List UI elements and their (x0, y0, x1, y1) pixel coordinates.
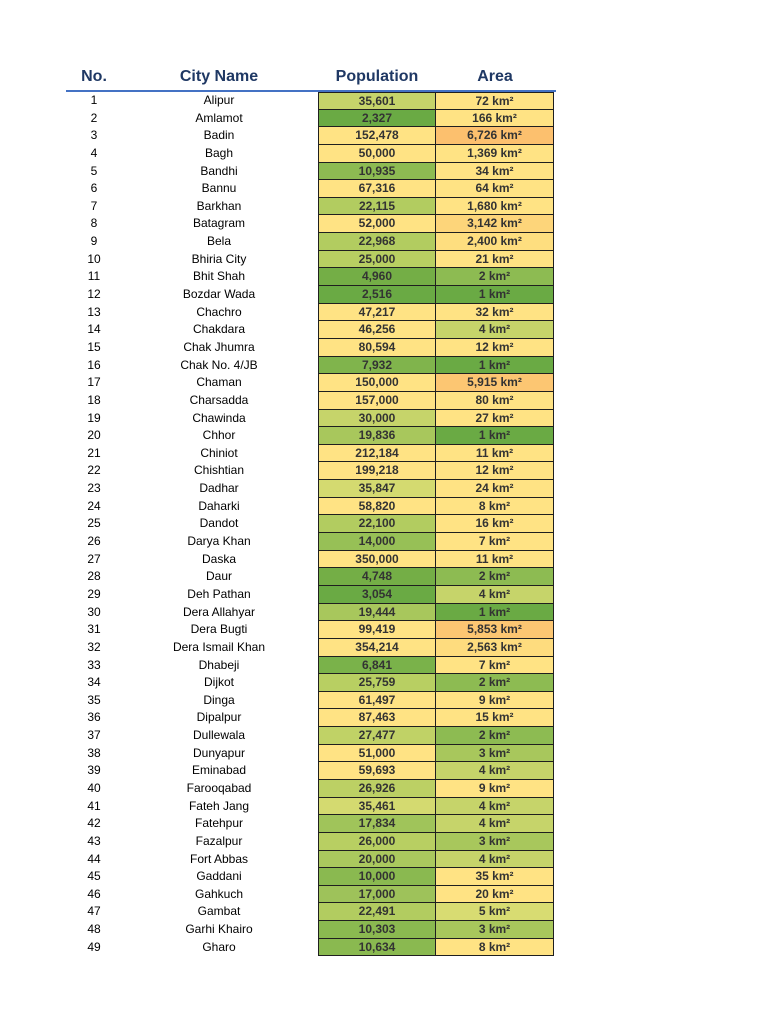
population-cell: 22,100 (318, 515, 436, 533)
city-name-cell: Fatehpur (194, 816, 244, 831)
area-cell: 34 km² (436, 163, 554, 181)
area-cell: 27 km² (436, 410, 554, 428)
city-name-cell: Gahkuch (194, 886, 244, 901)
city-name-cell: Bela (206, 234, 232, 249)
city-name-cell: Fazalpur (195, 833, 243, 848)
area-cell: 2 km² (436, 727, 554, 745)
area-cell: 2 km² (436, 268, 554, 286)
population-cell: 17,000 (318, 886, 436, 904)
population-cell: 26,000 (318, 833, 436, 851)
city-name-cell: Badin (203, 128, 235, 143)
table-row (66, 339, 556, 357)
area-cell: 9 km² (436, 780, 554, 798)
area-cell: 1 km² (436, 604, 554, 622)
table-row (66, 903, 556, 921)
area-cell: 7 km² (436, 657, 554, 675)
population-cell: 19,836 (318, 427, 436, 445)
table-row (66, 851, 556, 869)
population-cell: 354,214 (318, 639, 436, 657)
city-name-cell: Daharki (198, 498, 240, 513)
header-no: No. (81, 68, 107, 85)
table-row (66, 604, 556, 622)
area-cell: 5,853 km² (436, 621, 554, 639)
area-cell: 2 km² (436, 568, 554, 586)
population-cell: 14,000 (318, 533, 436, 551)
table-row (66, 533, 556, 551)
population-cell: 10,303 (318, 921, 436, 939)
row-number-cell: 43 (87, 833, 101, 848)
area-cell: 1,680 km² (436, 198, 554, 216)
row-number-cell: 11 (87, 269, 101, 284)
city-name-cell: Daska (201, 551, 236, 566)
table-row (66, 921, 556, 939)
row-number-cell: 9 (90, 234, 98, 249)
city-name-cell: Bannu (201, 181, 237, 196)
city-name-cell: Chhor (202, 428, 236, 443)
city-name-cell: Dhabeji (198, 657, 240, 672)
city-name-cell: Alipur (203, 93, 235, 107)
header-population: Population (335, 68, 419, 85)
city-name-cell: Dadhar (199, 481, 239, 496)
table-row (66, 163, 556, 181)
population-cell: 2,327 (318, 110, 436, 128)
city-name-cell: Barkhan (196, 198, 242, 213)
row-number-cell: 18 (87, 392, 101, 407)
population-cell: 50,000 (318, 145, 436, 163)
area-cell: 4 km² (436, 851, 554, 869)
row-number-cell: 10 (87, 251, 101, 266)
area-cell: 166 km² (436, 110, 554, 128)
population-cell: 22,115 (318, 198, 436, 216)
population-cell: 6,841 (318, 657, 436, 675)
table-row (66, 127, 556, 145)
row-number-cell: 30 (87, 604, 101, 619)
population-cell: 61,497 (318, 692, 436, 710)
row-number-cell: 26 (87, 534, 101, 549)
city-name-cell: Dinga (203, 692, 235, 707)
city-name-cell: Chak No. 4/JB (180, 357, 258, 372)
area-cell: 1,369 km² (436, 145, 554, 163)
row-number-cell: 48 (87, 922, 101, 937)
city-name-cell: Amlamot (195, 110, 243, 125)
city-name-cell: Chakdara (192, 322, 246, 337)
row-number-cell: 19 (87, 410, 101, 425)
population-cell: 35,461 (318, 798, 436, 816)
population-cell: 20,000 (318, 851, 436, 869)
city-name-cell: Dunyapur (192, 745, 246, 760)
city-table (66, 66, 556, 956)
population-cell: 22,491 (318, 903, 436, 921)
city-name-cell: Chiniot (200, 445, 238, 460)
row-number-cell: 20 (87, 428, 101, 443)
table-row (66, 833, 556, 851)
area-cell: 4 km² (436, 798, 554, 816)
table-row (66, 410, 556, 428)
table-row (66, 215, 556, 233)
area-cell: 8 km² (436, 939, 554, 957)
row-number-cell: 40 (87, 780, 101, 795)
city-name-cell: Chishtian (193, 463, 245, 478)
city-name-cell: Dullewala (192, 728, 246, 743)
area-cell: 7 km² (436, 533, 554, 551)
city-name-cell: Eminabad (191, 763, 247, 778)
population-cell: 10,935 (318, 163, 436, 181)
table-row (66, 110, 556, 128)
table-row (66, 727, 556, 745)
area-cell: 4 km² (436, 815, 554, 833)
row-number-cell: 33 (87, 657, 101, 672)
row-number-cell: 29 (87, 586, 101, 601)
table-row (66, 198, 556, 216)
area-cell: 20 km² (436, 886, 554, 904)
row-number-cell: 37 (87, 728, 101, 743)
table-row (66, 939, 556, 957)
city-name-cell: Daur (205, 569, 232, 584)
table-body (66, 92, 556, 956)
population-cell: 80,594 (318, 339, 436, 357)
table-row (66, 392, 556, 410)
row-number-cell: 21 (87, 445, 101, 460)
area-cell: 12 km² (436, 462, 554, 480)
table-row (66, 180, 556, 198)
population-cell: 22,968 (318, 233, 436, 251)
header-city-name: City Name (179, 68, 259, 85)
population-cell: 25,000 (318, 251, 436, 269)
city-name-cell: Dandot (199, 516, 239, 531)
city-name-cell: Bozdar Wada (182, 287, 256, 302)
row-number-cell: 1 (90, 93, 98, 107)
city-name-cell: Chaman (196, 375, 242, 390)
population-cell: 10,634 (318, 939, 436, 957)
row-number-cell: 7 (90, 198, 98, 213)
population-cell: 46,256 (318, 321, 436, 339)
population-cell: 152,478 (318, 127, 436, 145)
city-name-cell: Dipalpur (196, 710, 242, 725)
population-cell: 2,516 (318, 286, 436, 304)
population-cell: 99,419 (318, 621, 436, 639)
area-cell: 4 km² (436, 586, 554, 604)
row-number-cell: 16 (87, 357, 101, 372)
row-number-cell: 44 (87, 851, 101, 866)
population-cell: 7,932 (318, 357, 436, 375)
table-row (66, 268, 556, 286)
area-cell: 5 km² (436, 903, 554, 921)
population-cell: 150,000 (318, 374, 436, 392)
area-cell: 11 km² (436, 551, 554, 569)
table-row (66, 868, 556, 886)
table-row (66, 886, 556, 904)
table-row (66, 639, 556, 657)
table-row (66, 445, 556, 463)
area-cell: 3 km² (436, 833, 554, 851)
table-row (66, 692, 556, 710)
table-row (66, 304, 556, 322)
table-row (66, 709, 556, 727)
table-row (66, 586, 556, 604)
row-number-cell: 28 (87, 569, 101, 584)
area-cell: 9 km² (436, 692, 554, 710)
table-row (66, 674, 556, 692)
population-cell: 212,184 (318, 445, 436, 463)
city-name-cell: Garhi Khairo (185, 922, 253, 937)
row-number-cell: 24 (87, 498, 101, 513)
row-number-cell: 6 (90, 181, 98, 196)
city-name-cell: Dera Ismail Khan (172, 639, 266, 654)
table-row (66, 657, 556, 675)
population-cell: 47,217 (318, 304, 436, 322)
city-name-cell: Dijkot (203, 675, 234, 690)
row-number-cell: 35 (87, 692, 101, 707)
city-name-cell: Bhiria City (191, 251, 247, 266)
table-row (66, 798, 556, 816)
area-cell: 2,400 km² (436, 233, 554, 251)
table-row (66, 233, 556, 251)
city-name-cell: Farooqabad (186, 780, 252, 795)
row-number-cell: 22 (87, 463, 101, 478)
table-row (66, 357, 556, 375)
city-name-cell: Fort Abbas (189, 851, 249, 866)
population-cell: 30,000 (318, 410, 436, 428)
population-cell: 87,463 (318, 709, 436, 727)
population-cell: 157,000 (318, 392, 436, 410)
table-row (66, 815, 556, 833)
row-number-cell: 14 (87, 322, 101, 337)
table-row (66, 621, 556, 639)
area-cell: 4 km² (436, 762, 554, 780)
city-name-cell: Bhit Shah (192, 269, 246, 284)
table-row (66, 498, 556, 516)
table-row (66, 780, 556, 798)
city-name-cell: Chak Jhumra (183, 339, 255, 354)
population-cell: 58,820 (318, 498, 436, 516)
row-number-cell: 46 (87, 886, 101, 901)
table-header (66, 66, 556, 92)
table-row (66, 427, 556, 445)
area-cell: 80 km² (436, 392, 554, 410)
table-row (66, 551, 556, 569)
area-cell: 8 km² (436, 498, 554, 516)
city-name-cell: Darya Khan (187, 534, 251, 549)
area-cell: 3 km² (436, 745, 554, 763)
row-number-cell: 49 (87, 939, 101, 954)
table-row (66, 92, 556, 110)
population-cell: 51,000 (318, 745, 436, 763)
city-name-cell: Deh Pathan (187, 586, 251, 601)
row-number-cell: 4 (90, 145, 98, 160)
table-row (66, 251, 556, 269)
row-number-cell: 34 (87, 675, 101, 690)
population-cell: 19,444 (318, 604, 436, 622)
table-row (66, 515, 556, 533)
area-cell: 1 km² (436, 427, 554, 445)
area-cell: 1 km² (436, 357, 554, 375)
area-cell: 6,726 km² (436, 127, 554, 145)
area-cell: 16 km² (436, 515, 554, 533)
city-name-cell: Chawinda (192, 410, 246, 425)
city-name-cell: Batagram (192, 216, 246, 231)
row-number-cell: 3 (90, 128, 98, 143)
city-name-cell: Chachro (196, 304, 242, 319)
table-row (66, 762, 556, 780)
area-cell: 24 km² (436, 480, 554, 498)
row-number-cell: 13 (87, 304, 101, 319)
table-row (66, 286, 556, 304)
area-cell: 35 km² (436, 868, 554, 886)
city-name-cell: Gharo (202, 939, 236, 954)
area-cell: 1 km² (436, 286, 554, 304)
row-number-cell: 39 (87, 763, 101, 778)
row-number-cell: 12 (87, 287, 101, 302)
row-number-cell: 42 (87, 816, 101, 831)
row-number-cell: 15 (87, 339, 101, 354)
population-cell: 35,601 (318, 92, 436, 110)
area-cell: 5,915 km² (436, 374, 554, 392)
row-number-cell: 47 (87, 904, 101, 919)
area-cell: 12 km² (436, 339, 554, 357)
population-cell: 26,926 (318, 780, 436, 798)
population-cell: 10,000 (318, 868, 436, 886)
area-cell: 3,142 km² (436, 215, 554, 233)
area-cell: 11 km² (436, 445, 554, 463)
table-row (66, 374, 556, 392)
population-cell: 17,834 (318, 815, 436, 833)
table-row (66, 568, 556, 586)
area-cell: 21 km² (436, 251, 554, 269)
area-cell: 32 km² (436, 304, 554, 322)
area-cell: 4 km² (436, 321, 554, 339)
row-number-cell: 38 (87, 745, 101, 760)
city-name-cell: Dera Bugti (190, 622, 248, 637)
population-cell: 59,693 (318, 762, 436, 780)
area-cell: 64 km² (436, 180, 554, 198)
area-cell: 72 km² (436, 92, 554, 110)
table-row (66, 480, 556, 498)
population-cell: 52,000 (318, 215, 436, 233)
area-cell: 3 km² (436, 921, 554, 939)
row-number-cell: 32 (87, 639, 101, 654)
table-row (66, 145, 556, 163)
row-number-cell: 17 (87, 375, 101, 390)
row-number-cell: 5 (90, 163, 98, 178)
population-cell: 3,054 (318, 586, 436, 604)
city-name-cell: Bandhi (200, 163, 238, 178)
row-number-cell: 41 (87, 798, 101, 813)
header-area: Area (477, 68, 513, 85)
row-number-cell: 36 (87, 710, 101, 725)
row-number-cell: 31 (87, 622, 101, 637)
population-cell: 4,748 (318, 568, 436, 586)
area-cell: 15 km² (436, 709, 554, 727)
city-name-cell: Charsadda (189, 392, 249, 407)
row-number-cell: 8 (90, 216, 98, 231)
population-cell: 350,000 (318, 551, 436, 569)
table-row (66, 462, 556, 480)
population-cell: 4,960 (318, 268, 436, 286)
city-name-cell: Fateh Jang (188, 798, 250, 813)
population-cell: 25,759 (318, 674, 436, 692)
table-row (66, 745, 556, 763)
area-cell: 2 km² (436, 674, 554, 692)
row-number-cell: 23 (87, 481, 101, 496)
city-name-cell: Dera Allahyar (182, 604, 256, 619)
city-name-cell: Gambat (197, 904, 241, 919)
city-name-cell: Gaddani (196, 869, 242, 884)
population-cell: 67,316 (318, 180, 436, 198)
city-name-cell: Bagh (204, 145, 234, 160)
row-number-cell: 45 (87, 869, 101, 884)
population-cell: 199,218 (318, 462, 436, 480)
area-cell: 2,563 km² (436, 639, 554, 657)
row-number-cell: 27 (87, 551, 101, 566)
population-cell: 27,477 (318, 727, 436, 745)
table-row (66, 321, 556, 339)
population-cell: 35,847 (318, 480, 436, 498)
row-number-cell: 2 (90, 110, 98, 125)
row-number-cell: 25 (87, 516, 101, 531)
